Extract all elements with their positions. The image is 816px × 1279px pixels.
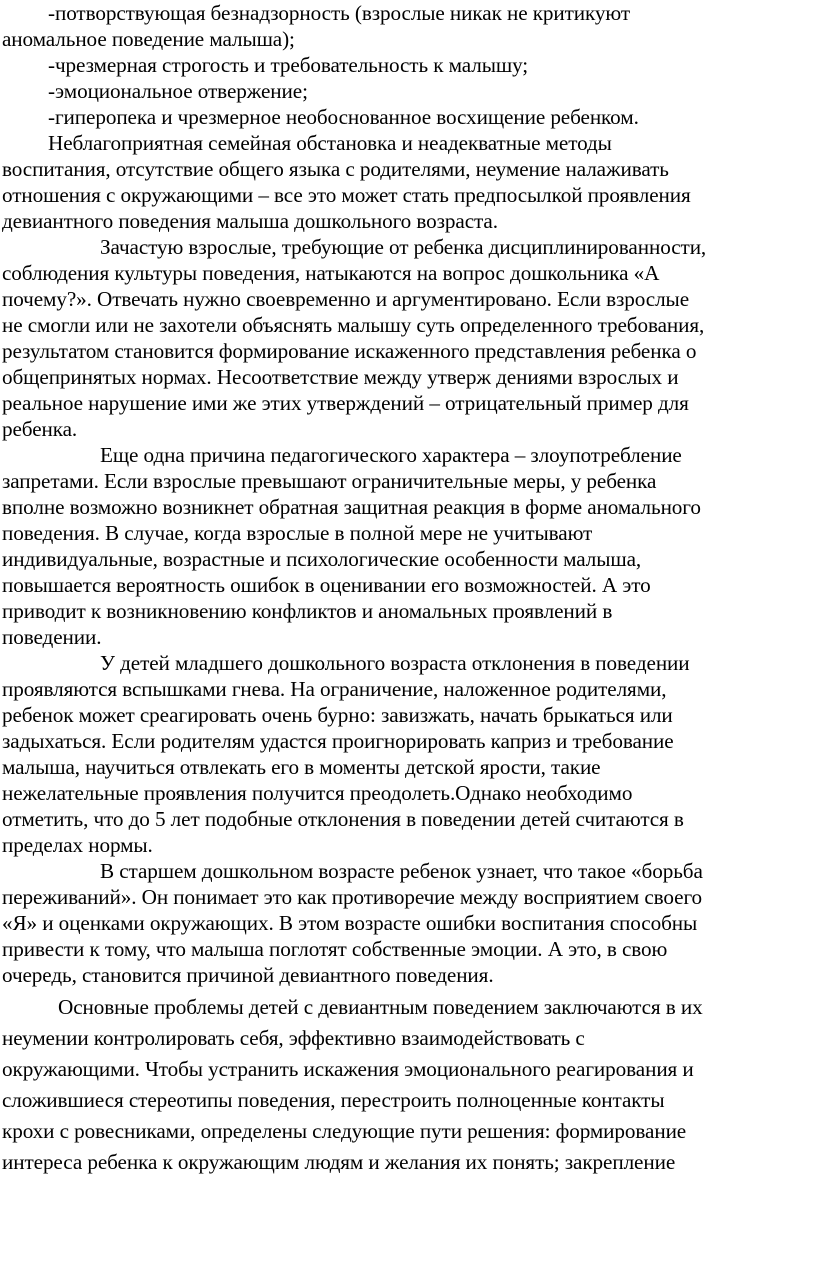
text-line: сложившиеся стереотипы поведения, перестроить полноценные контакты: [2, 1088, 665, 1112]
text-line: общепринятых нормах. Несоответствие между утверж дениями взрослых и: [2, 365, 679, 389]
text-line: ребенок может среагировать очень бурно: завизжать, начать брыкаться или: [2, 703, 673, 727]
text-line: привести к тому, что малыша поглотят собственные эмоции. А это, в свою: [2, 937, 668, 961]
text-line: ребенка.: [2, 417, 78, 441]
text-line: почему?». Отвечать нужно своевременно и аргументировано. Если взрослые: [2, 287, 689, 311]
text-line: -чрезмерная строгость и требовательность к малышу;: [48, 53, 529, 77]
text-line: поведения. В случае, когда взрослые в полной мере не учитывают: [2, 521, 593, 545]
text-line: реальное нарушение ими же этих утверждений – отрицательный пример для: [2, 391, 689, 415]
text-line: очередь, становится причиной девиантного поведения.: [2, 963, 494, 987]
text-line: крохи с ровесниками, определены следующие пути решения: формирование: [2, 1119, 687, 1143]
text-line: результатом становится формирование искаженного представления ребенка о: [2, 339, 697, 363]
text-line: проявляются вспышками гнева. На ограничение, наложенное родителями,: [2, 677, 667, 701]
text-line: отметить, что до 5 лет подобные отклонения в поведении детей считаются в: [2, 807, 684, 831]
text-line: Еще одна причина педагогического характера – злоупотребление: [100, 443, 682, 467]
text-line: У детей младшего дошкольного возраста отклонения в поведении: [100, 651, 690, 675]
text-line: соблюдения культуры поведения, натыкаются на вопрос дошкольника «А: [2, 261, 660, 285]
text-line: девиантного поведения малыша дошкольного возраста.: [2, 209, 498, 233]
text-line: -гиперопека и чрезмерное необоснованное восхищение ребенком.: [48, 105, 639, 129]
text-line: индивидуальные, возрастные и психологические особенности малыша,: [2, 547, 642, 571]
text-line: окружающими. Чтобы устранить искажения эмоционального реагирования и: [2, 1057, 694, 1081]
text-line: отношения с окружающими – все это может стать предпосылкой проявления: [2, 183, 691, 207]
text-line: переживаний». Он понимает это как противоречие между восприятием своего: [2, 885, 703, 909]
text-line: воспитания, отсутствие общего языка с родителями, неумение налаживать: [2, 157, 669, 181]
text-line: поведении.: [2, 625, 102, 649]
text-line: -эмоциональное отвержение;: [48, 79, 308, 103]
text-line: вполне возможно возникнет обратная защитная реакция в форме аномального: [2, 495, 701, 519]
text-line: не смогли или не захотели объяснять малышу суть определенного требования,: [2, 313, 705, 337]
text-line: интереса ребенка к окружающим людям и желания их понять; закрепление: [2, 1150, 676, 1174]
text-line: неумении контролировать себя, эффективно взаимодействовать с: [2, 1026, 585, 1050]
text-line: «Я» и оценками окружающих. В этом возрасте ошибки воспитания способны: [2, 911, 698, 935]
text-line: малыша, научиться отвлекать его в моменты детской ярости, такие: [2, 755, 601, 779]
text-line: аномальное поведение малыша);: [2, 27, 295, 51]
text-line: пределах нормы.: [2, 833, 153, 857]
text-line: повышается вероятность ошибок в оценивании его возможностей. А это: [2, 573, 651, 597]
text-line: приводит к возникновению конфликтов и аномальных проявлений в: [2, 599, 613, 623]
text-line: задыхаться. Если родителям удастся проигнорировать каприз и требование: [2, 729, 674, 753]
text-line: -потворствующая безнадзорность (взрослые никак не критикуют: [48, 1, 631, 25]
text-line: Основные проблемы детей с девиантным поведением заключаются в их: [58, 995, 703, 1019]
text-line: Зачастую взрослые, требующие от ребенка дисциплинированности,: [100, 235, 707, 259]
text-line: нежелательные проявления получится преодолеть.Однако необходимо: [2, 781, 633, 805]
document-page: [2, 0, 814, 1178]
text-line: запретами. Если взрослые превышают ограничительные меры, у ребенка: [2, 469, 657, 493]
text-line: Неблагоприятная семейная обстановка и неадекватные методы: [48, 131, 612, 155]
text-line: В старшем дошкольном возрасте ребенок узнает, что такое «борьба: [100, 859, 703, 883]
